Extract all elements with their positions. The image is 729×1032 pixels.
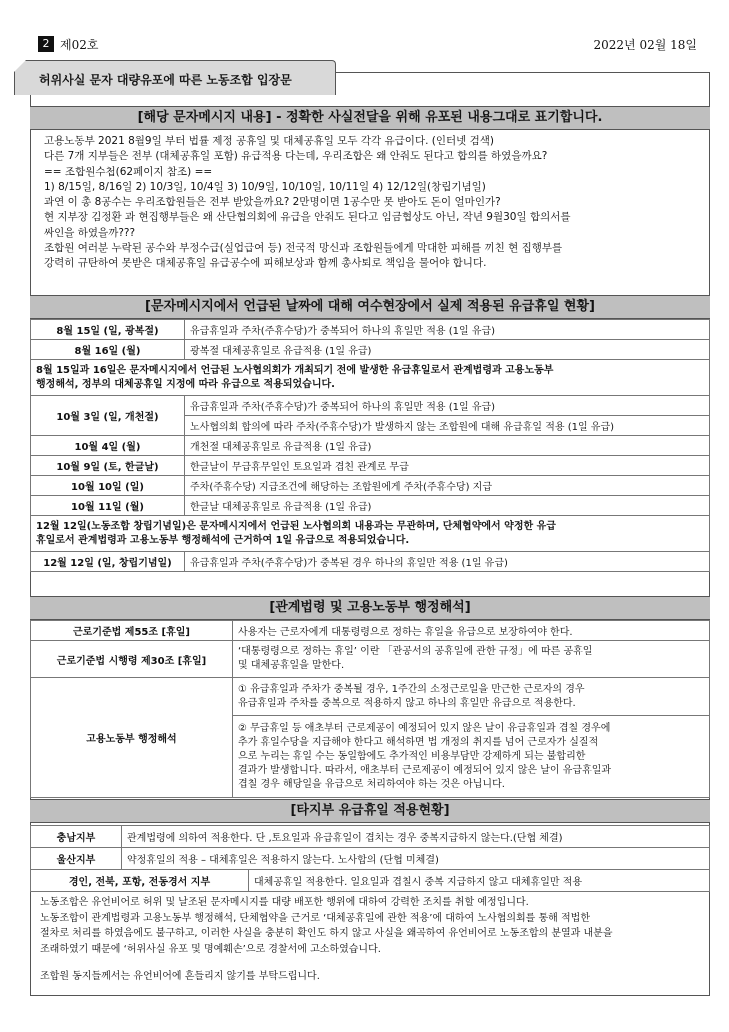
statement-line: 노동조합은 유언비어로 허위 및 날조된 문자메시지를 대량 배포한 행위에 대하여 강력한 조치를 취할 예정입니다.	[40, 897, 529, 908]
date-detail: 유급휴일과 주차(주휴수당)가 중복된 경우 하나의 휴일만 적용 (1일 유급)	[185, 552, 710, 572]
table-row	[31, 678, 710, 716]
branch-text: 관계법령에 의하여 적용한다. 단 ,토요일과 유급휴일이 겹치는 경우 중복지급하지 않는다.(단협 체결)	[122, 826, 710, 848]
law-line: 유급휴일과 주차를 중복으로 적용하지 않고 하나의 휴일만 유급으로 적용한다.	[238, 697, 576, 709]
message-line: == 조합원수첩(62페이지 참조) ==	[44, 165, 213, 178]
title-tab	[14, 60, 336, 95]
branch-text: 약정휴일의 적용 – 대체휴일은 적용하지 않는다. 노사합의 (단협 미체결)	[122, 848, 710, 870]
section-other-branches-title: [타지부 유급휴일 적용현황]	[30, 799, 710, 823]
date-detail: 광복절 대체공휴일로 유급적용 (1일 유급)	[185, 340, 710, 360]
branch-table-extra	[30, 869, 710, 892]
message-line: 1) 8/15일, 8/16일 2) 10/3일, 10/4일 3) 10/9일, 10/10일, 10/11일 4) 12/12일(창립기념일)	[44, 180, 486, 193]
issue-date: 2022년 02월 18일	[593, 38, 697, 52]
table-row	[31, 516, 710, 552]
branch-label: 충남지부	[31, 826, 122, 848]
holiday-table	[30, 319, 710, 572]
table-row	[31, 320, 710, 340]
law-line: ① 유급휴일과 주차가 중복될 경우, 1주간의 소정근로일을 만근한 근로자의 경우	[238, 683, 585, 695]
law-label: 근로기준법 제55조 [휴일]	[31, 621, 233, 641]
law-line: 으로 누리는 휴일 수는 동일함에도 추가적인 비용부담만 강제하게 되는 불합리한	[238, 750, 586, 762]
date-label: 10월 3일 (일, 개천절)	[31, 396, 185, 436]
law-line: 겹칠 경우 해당일을 유급으로 처리하여야 하는 것은 아닙니다.	[238, 778, 505, 790]
message-line: 과연 이 총 8공수는 우리조합원들은 전부 받았을까요? 2만명이면 1공수만 못 받아도 돈이 얼마인가?	[44, 196, 501, 209]
date-label: 10월 9일 (토, 한글날)	[31, 456, 185, 476]
branch-label: 경인, 전북, 포항, 전동경서 지부	[31, 870, 249, 892]
table-row	[31, 360, 710, 396]
branch-table	[30, 825, 710, 870]
date-detail: 주차(주휴수당) 지급조건에 해당하는 조합원에게 주차(주휴수당) 지급	[185, 476, 710, 496]
branch-label: 울산지부	[31, 848, 122, 870]
note-december	[31, 516, 710, 552]
law-text	[233, 716, 710, 798]
tab-corner	[14, 60, 26, 72]
law-line: 추가 휴일수당을 지급해야 한다고 해석하면 법 개정의 취지를 넘어 근로자가 실질적	[238, 736, 599, 748]
date-detail: 노사협의회 합의에 따라 주차(주휴수당)가 발생하지 않는 조합원에 대해 유급휴일 적용 (1일 유급)	[185, 416, 710, 436]
branch-text: 대체공휴일 적용한다. 일요일과 겹칠시 중복 지급하지 않고 대체휴일만 적용	[249, 870, 710, 892]
date-detail: 유급휴일과 주차(주휴수당)가 중복되어 하나의 휴일만 적용 (1일 유급)	[185, 396, 710, 416]
table-row	[31, 848, 710, 870]
date-detail: 한글날 대체공휴일로 유급적용 (1일 유급)	[185, 496, 710, 516]
date-label: 10월 11일 (월)	[31, 496, 185, 516]
date-label: 10월 10일 (일)	[31, 476, 185, 496]
section-law-title: [관계법령 및 고용노동부 행정해석]	[30, 596, 710, 620]
table-row	[31, 552, 710, 572]
date-label: 12월 12일 (일, 창립기념일)	[31, 552, 185, 572]
note-line: 휴일로서 관계법령과 고용노동부 행정해석에 근거하여 1일 유급으로 적용되었습니다.	[36, 534, 410, 546]
table-row	[31, 826, 710, 848]
law-line: 결과가 발생합니다. 따라서, 애초부터 근로제공이 예정되어 있지 않은 날이 유급휴일과	[238, 764, 612, 776]
table-row	[31, 456, 710, 476]
section-message-title: [해당 문자메시지 내용] - 정확한 사실전달을 위해 유포된 내용그대로 표기합니다.	[30, 106, 710, 130]
law-text	[233, 641, 710, 678]
date-detail: 유급휴일과 주차(주휴수당)가 중복되어 하나의 휴일만 적용 (1일 유급)	[185, 320, 710, 340]
table-row	[31, 340, 710, 360]
message-line: 고용노동부 2021 8월9일 부터 법률 제정 공휴일 및 대체공휴일 모두 각각 유급이다. (인터넷 검색)	[44, 135, 495, 147]
note-line: 행정해석, 정부의 대체공휴일 지정에 따라 유급으로 적용되었습니다.	[36, 378, 335, 390]
closing-statement	[40, 895, 700, 985]
message-line: 다른 7개 지부들은 전부 (대체공휴일 포함) 유급적용 다는데, 우리조합은 왜 안줘도 된다고 합의를 하였을까요?	[44, 150, 548, 163]
table-row	[31, 396, 710, 416]
message-content	[44, 134, 704, 272]
table-row	[31, 621, 710, 641]
message-line: 현 지부장 김정환 과 현집행부들은 왜 산단협의회에 유급을 안줘도 된다고 임금협상도 아닌, 작년 9월30일 합의서를	[44, 211, 571, 224]
date-label: 8월 16일 (월)	[31, 340, 185, 360]
page-number: 2	[38, 36, 54, 52]
note-line: 8월 15일과 16일은 문자메시지에서 언급된 노사협의회가 개최되기 전에 발생한 유급휴일로서 관계법령과 고용노동부	[36, 364, 554, 376]
statement-line: 노동조합이 관계법령과 고용노동부 행정해석, 단체협약을 근거로 ‘대체공휴일에 관한 적용’에 대하여 노사협의회를 통해 적법한	[40, 912, 591, 924]
law-label: 고용노동부 행정해석	[31, 678, 233, 798]
closing-line: 조합원 동지들께서는 유언비어에 흔들리지 않기를 부탁드립니다.	[40, 971, 320, 982]
table-row	[31, 641, 710, 678]
law-text	[233, 678, 710, 716]
section-actual-holidays-title: [문자메시지에서 언급된 날짜에 대해 여수현장에서 실제 적용된 유급휴일 현황]	[30, 295, 710, 319]
law-line: ‘대통령령으로 정하는 휴일’ 이란 「관공서의 공휴일에 관한 규정」에 따른 공휴일	[238, 646, 593, 657]
page-header	[38, 36, 697, 56]
table-row	[31, 476, 710, 496]
law-label: 근로기준법 시행령 제30조 [휴일]	[31, 641, 233, 678]
date-detail: 한글날이 무급휴무일인 토요일과 겹친 관계로 무급	[185, 456, 710, 476]
document-title: 허위사실 문자 대량유포에 따른 노동조합 입장문	[39, 73, 292, 87]
date-label: 8월 15일 (일, 광복절)	[31, 320, 185, 340]
date-label: 10월 4일 (월)	[31, 436, 185, 456]
law-line: ② 무급휴일 등 애초부터 근로제공이 예정되어 있지 않은 날이 유급휴일과 겹칠 경우에	[238, 722, 611, 734]
statement-line: 절차로 처리를 하였음에도 불구하고, 이러한 사실을 충분히 확인도 하지 않고 사실을 왜곡하여 유언비어로 노동조합의 분열과 내분을	[40, 928, 613, 939]
message-line: 강력히 규탄하여 못받은 대체공휴일 유급공수에 피해보상과 함께 총사퇴로 책임을 물어야 합니다.	[44, 257, 487, 270]
table-row	[31, 870, 710, 892]
note-line: 12월 12일(노동조합 창립기념일)은 문자메시지에서 언급된 노사협의회 내용과는 무관하며, 단체협약에서 약정한 유급	[36, 520, 556, 532]
law-text: 사용자는 근로자에게 대통령령으로 정하는 휴일을 유급으로 보장하여야 한다.	[233, 621, 710, 641]
issue-number: 제02호	[60, 38, 99, 52]
table-row	[31, 496, 710, 516]
note-august	[31, 360, 710, 396]
message-line: 싸인을 하였을까???	[44, 226, 136, 239]
table-row	[31, 436, 710, 456]
statement-line: 조래하였기 때문에 ‘허위사실 유포 및 명예훼손’으로 경찰서에 고소하였습니다.	[40, 943, 381, 955]
law-table	[30, 620, 710, 798]
law-line: 및 대체공휴일을 말한다.	[238, 660, 345, 671]
message-line: 조합원 여러분 누락된 공수와 부정수급(실업급여 등) 전국적 망신과 조합원들에게 막대한 피해를 끼친 현 집행부를	[44, 242, 563, 255]
date-detail: 개천절 대체공휴일로 유급적용 (1일 유급)	[185, 436, 710, 456]
